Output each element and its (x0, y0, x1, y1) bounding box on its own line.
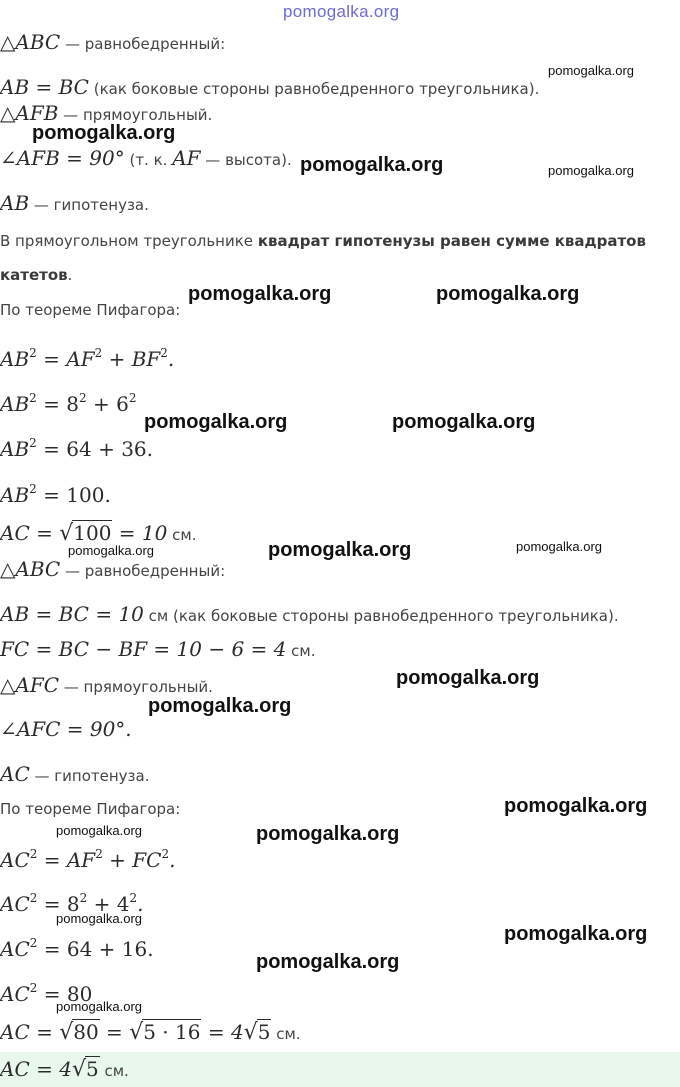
pythagoras-rule-cont (0, 264, 72, 286)
math: $AB^2 = 100$. (0, 482, 111, 507)
equation-6 (0, 843, 175, 873)
pythagoras-rule (0, 230, 646, 252)
watermark: pomogalka.org (68, 543, 154, 558)
text: — равнобедренный: (60, 562, 226, 580)
text: В прямоугольном треугольнике (0, 232, 258, 250)
unit: см. (271, 1025, 301, 1043)
math: $AB^2 = 8^2 + 6^2$ (0, 391, 137, 416)
watermark: pomogalka.org (396, 667, 540, 689)
square-root: √100 (59, 521, 112, 546)
square-root: √80 (59, 1020, 99, 1045)
math: = (99, 1020, 130, 1044)
equation-10 (0, 1021, 301, 1045)
unit: см. (167, 526, 197, 544)
math: ∠AFC = 90°. (0, 717, 132, 741)
text: — гипотенуза. (29, 196, 149, 214)
watermark: pomogalka.org (548, 63, 634, 78)
text: . (67, 266, 73, 284)
math: AC (0, 762, 30, 786)
statement-angle-afb (0, 147, 292, 171)
statement-hypotenuse-ac (0, 763, 150, 787)
equation-9 (0, 977, 92, 1007)
unit: см. (99, 1062, 129, 1080)
text: — прямоугольный. (58, 106, 213, 124)
math: $AC^2 = 64 + 16$. (0, 936, 154, 961)
equation-2 (0, 387, 137, 417)
watermark-top[interactable]: pomogalka.org (283, 2, 400, 21)
watermark: pomogalka.org (268, 539, 412, 561)
math: △AFC (0, 673, 60, 697)
math: AC = (0, 1020, 60, 1044)
watermark: pomogalka.org (188, 283, 332, 305)
math: = 4 (201, 1020, 244, 1044)
statement-right-afc (0, 674, 213, 698)
watermark: pomogalka.org (504, 795, 648, 817)
watermark: pomogalka.org (256, 823, 400, 845)
pythagoras-intro (0, 299, 180, 321)
statement-angle-afc (0, 718, 132, 742)
square-root: √5 (243, 1020, 271, 1045)
statement-fc (0, 638, 316, 662)
math: △ABC (0, 557, 61, 581)
watermark: pomogalka.org (504, 923, 648, 945)
math: AB = BC (0, 75, 89, 99)
math: AC = 4 (0, 1057, 72, 1081)
watermark: pomogalka.org (436, 283, 580, 305)
watermark: pomogalka.org (516, 539, 602, 554)
math: $AB^2 = 64 + 36$. (0, 436, 153, 461)
math: $AC^2 = 80$ (0, 981, 93, 1006)
statement-hypotenuse-ab (0, 192, 149, 216)
equation-1 (0, 342, 174, 372)
equation-4 (0, 478, 111, 508)
watermark: pomogalka.org (144, 411, 288, 433)
text: см (как боковые стороны равнобедренного треугольника). (143, 607, 619, 625)
equation-7 (0, 887, 143, 917)
math: FC = BC − BF = 10 − 6 = 4 (0, 637, 287, 661)
math: AB (0, 191, 30, 215)
watermark: pomogalka.org (56, 823, 142, 838)
bold-text: катетов (0, 266, 68, 284)
text: — прямоугольный. (59, 678, 213, 696)
math: AB = BC = 10 (0, 602, 144, 626)
bold-text: квадрат гипотенузы равен сумме квадратов (257, 232, 646, 250)
watermark: pomogalka.org (56, 911, 142, 926)
equation-5 (0, 522, 196, 546)
text: — высота). (200, 151, 292, 169)
equation-8 (0, 932, 154, 962)
watermark: pomogalka.org (392, 411, 536, 433)
text: — гипотенуза. (29, 767, 150, 785)
watermark: pomogalka.org (256, 951, 400, 973)
watermark: pomogalka.org (148, 695, 292, 717)
watermark: pomogalka.org (548, 163, 634, 178)
text: см. (286, 642, 316, 660)
equation-3 (0, 432, 153, 462)
square-root: √5 (71, 1057, 99, 1082)
math: △AFB (0, 101, 59, 125)
text: По теореме Пифагора: (0, 800, 181, 818)
math: AC = (0, 521, 60, 545)
watermark: pomogalka.org (32, 122, 176, 144)
watermark: pomogalka.org (56, 999, 142, 1014)
final-answer (0, 1058, 129, 1082)
text: (т. к. (124, 151, 173, 169)
statement-isosceles-abc (0, 31, 225, 55)
math: $AC^2 = 8^2 + 4^2$. (0, 891, 144, 916)
text: — равнобедренный: (60, 35, 226, 53)
math: $AC^2 = AF^2 + FC^2$. (0, 847, 176, 872)
math: = 10 (112, 521, 168, 545)
math: ∠AFB = 90° (0, 146, 125, 170)
math: AF (172, 146, 201, 170)
watermark: pomogalka.org (300, 154, 444, 176)
text: (как боковые стороны равнобедренного треугольника). (88, 80, 540, 98)
pythagoras-intro-2 (0, 798, 180, 820)
text: По теореме Пифагора: (0, 301, 181, 319)
statement-ab-eq-bc (0, 76, 539, 100)
statement-right-afb (0, 102, 212, 126)
statement-isosceles-abc-2 (0, 558, 225, 582)
square-root: √5 · 16 (129, 1020, 201, 1045)
statement-ab-bc-10 (0, 603, 619, 627)
math: $AB^2 = AF^2 + BF^2$. (0, 346, 175, 371)
math: △ABC (0, 30, 61, 54)
